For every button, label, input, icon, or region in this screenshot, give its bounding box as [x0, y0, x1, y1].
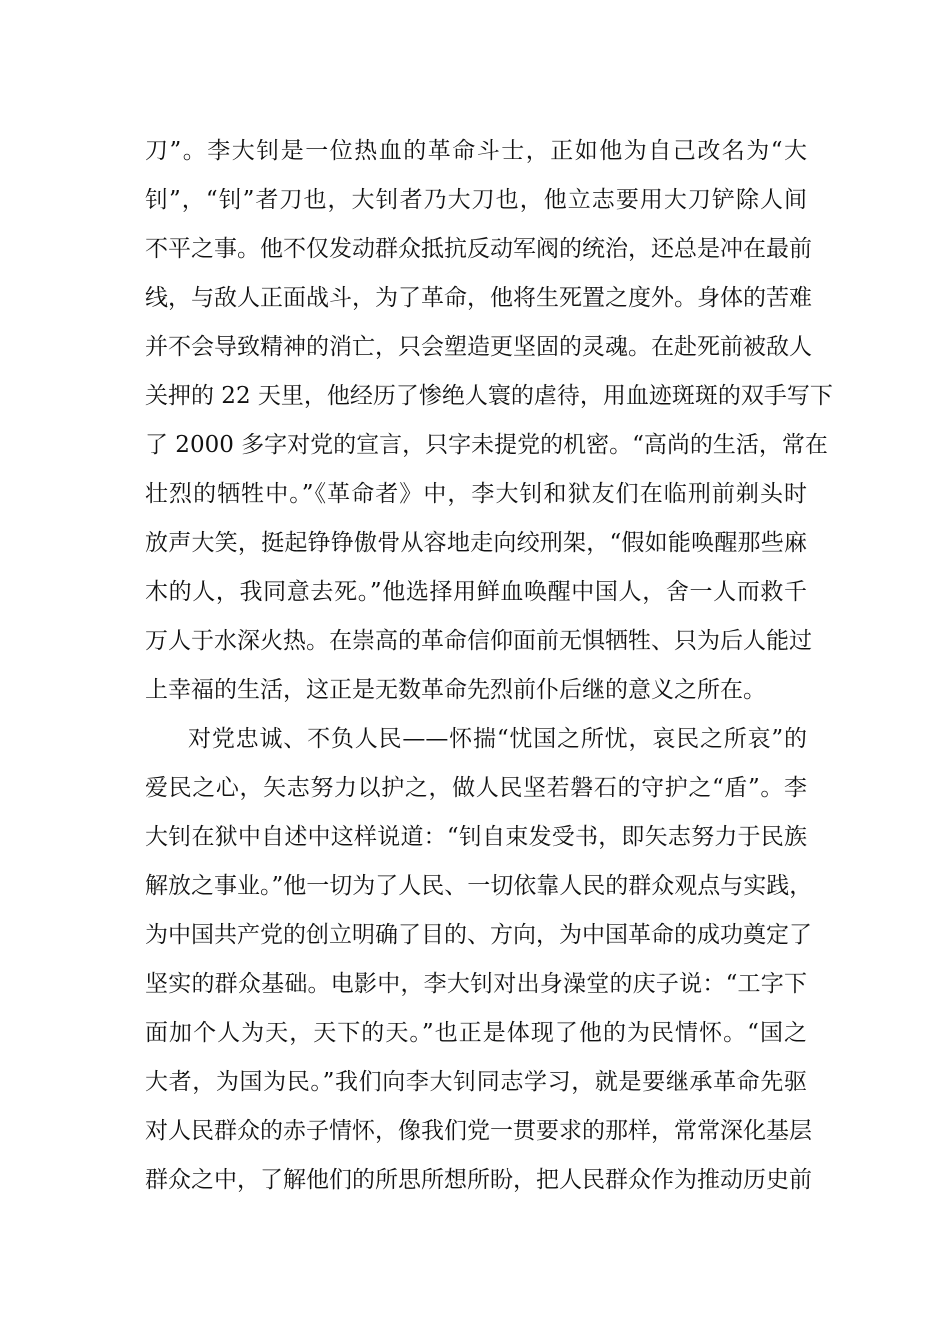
text-line: 群众之中，了解他们的所思所想所盼，把人民群众作为推动历史前	[145, 1167, 812, 1193]
text-line: 并不会导致精神的消亡，只会塑造更坚固的灵魂。在赴死前被敌人	[145, 334, 812, 360]
text-line: 壮烈的牺牲中。”《革命者》中，李大钊和狱友们在临刑前剃头时	[145, 481, 807, 507]
text-line: 万人于水深火热。在崇高的革命信仰面前无惧牺牲、只为后人能过	[145, 628, 812, 654]
text-line: 对党忠诚、不负人民——怀揣“忧国之所忧，哀民之所哀”的	[188, 726, 807, 752]
text-line: 了 2000 多字对党的宣言，只字未提党的机密。“高尚的生活，常在	[145, 432, 828, 458]
text-line: 大钊在狱中自述中这样说道：“钊自束发受书，即矢志努力于民族	[145, 824, 807, 850]
text-line: 关押的 22 天里，他经历了惨绝人寰的虐待，用血迹斑斑的双手写下	[145, 383, 833, 409]
text-line: 钊”，“钊”者刀也，大钊者乃大刀也，他立志要用大刀铲除人间	[145, 187, 807, 213]
text-line: 大者，为国为民。”我们向李大钊同志学习，就是要继承革命先驱	[145, 1069, 807, 1095]
text-line: 面加个人为天，天下的天。”也正是体现了他的为民情怀。“国之	[145, 1020, 807, 1046]
text-line: 放声大笑，挺起铮铮傲骨从容地走向绞刑架，“假如能唤醒那些麻	[145, 530, 807, 556]
text-line: 坚实的群众基础。电影中，李大钊对出身澡堂的庆子说：“工字下	[145, 971, 807, 997]
text-line: 木的人，我同意去死。”他选择用鲜血唤醒中国人，舍一人而救千	[145, 579, 807, 605]
text-line: 刀”。李大钊是一位热血的革命斗士，正如他为自己改名为“大	[145, 138, 807, 164]
text-line: 对人民群众的赤子情怀，像我们党一贯要求的那样，常常深化基层	[145, 1118, 812, 1144]
text-line: 上幸福的生活，这正是无数革命先烈前仆后继的意义之所在。	[145, 677, 766, 703]
text-line: 线，与敌人正面战斗，为了革命，他将生死置之度外。身体的苦难	[145, 285, 812, 311]
text-line: 解放之事业。”他一切为了人民、一切依靠人民的群众观点与实践，	[145, 873, 813, 899]
text-line: 爱民之心，矢志努力以护之，做人民坚若磐石的守护之“盾”。李	[145, 775, 807, 801]
text-line: 不平之事。他不仅发动群众抵抗反动军阀的统治，还总是冲在最前	[145, 236, 812, 262]
text-line: 为中国共产党的创立明确了目的、方向，为中国革命的成功奠定了	[145, 922, 812, 948]
